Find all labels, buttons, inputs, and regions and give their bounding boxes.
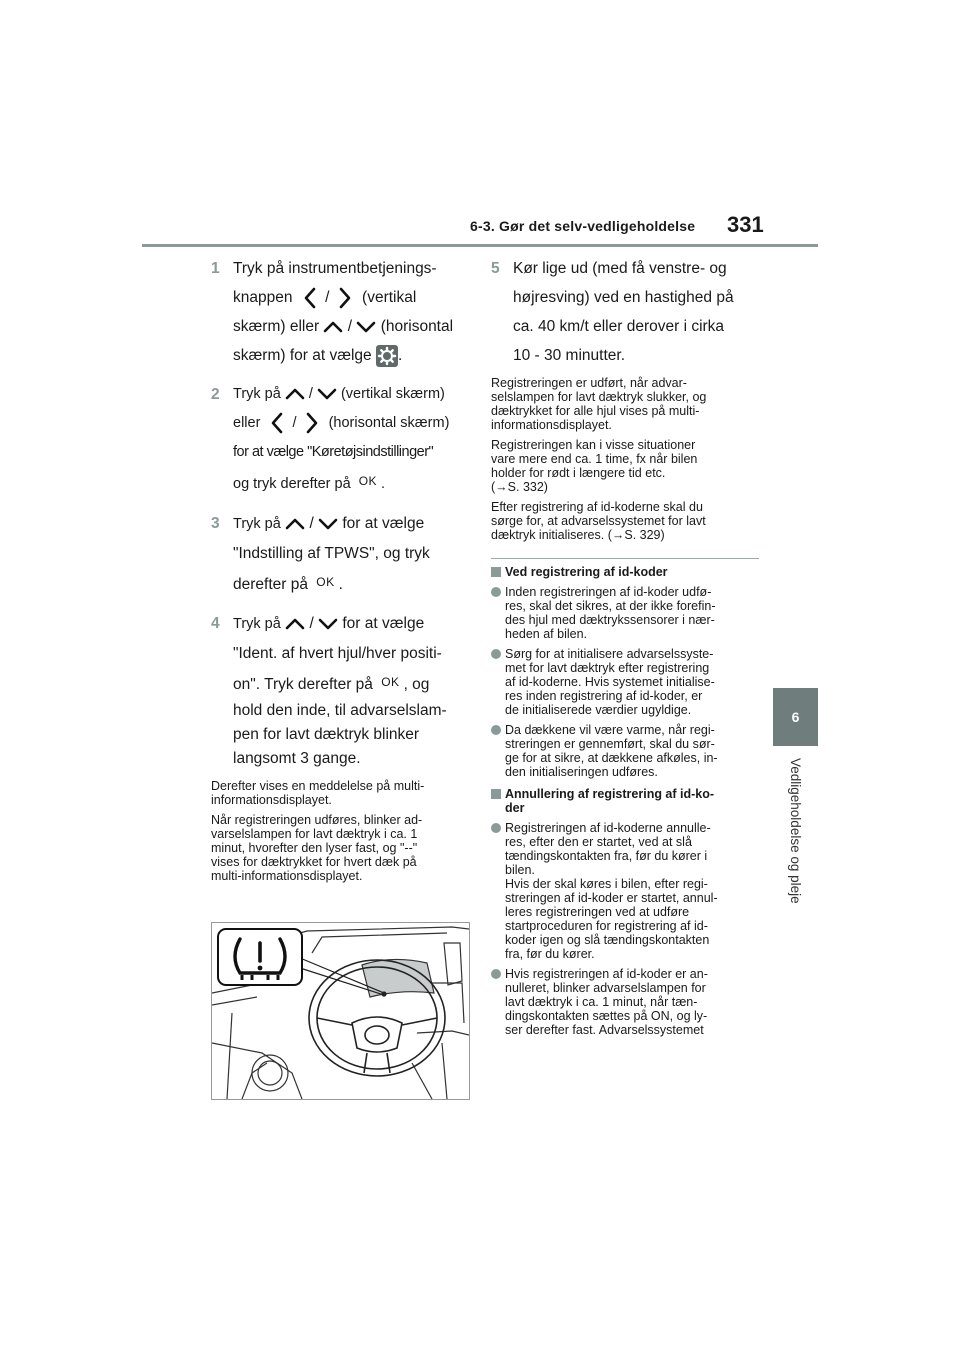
chevron-down-icon — [318, 617, 338, 631]
bullet-item: Da dækkene vil være varme, når regi- streringen er gennemført, skal du sør- ge for at sikre, at dækkene afkøles, in- den initialiseringen udføres. — [491, 723, 759, 779]
round-bullet-icon — [491, 969, 501, 979]
step-5: 5 Kør lige ud (med få venstre- og højresving) ved en hastighed på ca. 40 km/t eller derover i cirka 10 - 30 minutter. — [491, 260, 734, 364]
left-column — [211, 254, 469, 883]
gear-settings-icon — [376, 345, 398, 367]
dashboard-illustration — [211, 922, 470, 1100]
chapter-tab: 6 — [773, 688, 818, 746]
step-4: 4 Tryk på / for at vælge "Ident. af hvert hjul/hver positi- on". Tryk derefter på OK , og hold den inde, til advarselslam- pen for lavt dæktryk blinker langsomt 3 gange. — [211, 615, 447, 767]
section-separator — [491, 558, 759, 559]
chevron-up-icon — [285, 517, 305, 531]
chevron-up-icon — [323, 320, 343, 334]
paragraph-message: Derefter vises en meddelelse på multi- informationsdisplayet. — [211, 779, 425, 807]
square-bullet-icon — [491, 789, 501, 799]
step-1: 1 Tryk på instrumentbetjenings- knappen / (vertikal skærm) eller / (horisontal skærm) for at vælge . — [211, 254, 469, 370]
chevron-down-icon — [317, 387, 337, 401]
paragraph-registration-done: Registreringen er udført, når advar- selslampen for lavt dæktryk slukker, og dæktrykket for alle hjul vises på multi- informationsdisplayet. — [491, 376, 707, 432]
ok-button-glyph: OK — [381, 675, 400, 689]
section-title: 6-3. Gør det selv-vedligeholdelse — [470, 218, 696, 234]
round-bullet-icon — [491, 823, 501, 833]
paragraph-initialize: Efter registrering af id-koderne skal du sørge for, at advarselssystemet for lavt dæktryk initialiseres. (→S. 329) — [491, 500, 706, 542]
chapter-label: Vedligeholdelse og pleje — [788, 758, 803, 904]
paragraph-registration-blink: Når registreringen udføres, blinker ad- varselslampen for lavt dæktryk i ca. 1 minut, hvorefter den lyser fast, og "--" vises for dæktrykket for hvert dæk på multi-informationsdisplayet. — [211, 813, 423, 883]
section-heading-cancel: Annullering af registrering af id-ko- der — [491, 787, 759, 815]
page-reference-link[interactable]: (→S. 332) — [491, 480, 548, 494]
round-bullet-icon — [491, 587, 501, 597]
step-3: 3 Tryk på / for at vælge "Indstilling af TPWS", og tryk derefter på OK . — [211, 509, 469, 599]
bullet-item: Hvis registreringen af id-koder er an- nulleret, blinker advarselslampen for lavt dæktryk i ca. 1 minut, når tæn- dingskontakten sættes på ON, og ly- ser derefter fast. Advarselssystemet — [491, 967, 759, 1037]
square-bullet-icon — [491, 567, 501, 577]
bullet-item: Inden registreringen af id-koder udfø- res, skal det sikres, at der ikke forefin- des hjul med dæktrykssensorer i nær- heden af bilen. — [491, 585, 759, 641]
header-rule — [142, 244, 818, 247]
chevron-up-icon — [285, 387, 305, 401]
paragraph-registration-duration: Registreringen kan i visse situationer vare mere end ca. 1 time, fx når bilen holder for rødt i længere tid etc. (→S. 332) — [491, 438, 759, 494]
round-bullet-icon — [491, 649, 501, 659]
chevron-down-icon — [318, 517, 338, 531]
step-2: 2 Tryk på / (vertikal skærm) eller / (horisontal skærm) for at vælge "Køretøjsindstillinger" og tryk derefter på OK . — [211, 380, 469, 499]
ok-button-glyph: OK — [358, 474, 378, 488]
bullet-item: Sørg for at initialisere advarselssyste- met for lavt dæktryk efter registrering af id-koderne. Hvis systemet initialise- res inden registrering af id-koder, er de initialiserede værdier ugyldige. — [491, 647, 759, 717]
tire-pressure-warning-icon — [218, 929, 302, 985]
round-bullet-icon — [491, 725, 501, 735]
ok-button-glyph: OK — [316, 575, 335, 589]
chevron-up-icon — [285, 617, 305, 631]
dashboard-drawing — [212, 923, 469, 1099]
page-number: 331 — [727, 212, 764, 237]
chevron-right-icon — [338, 287, 352, 309]
chevron-down-icon — [356, 320, 376, 334]
bullet-item: Registreringen af id-koderne annulle- res, efter den er startet, ved at slå tændingskontakten fra, før du kører i bilen. Hvis der skal køres i bilen, efter regi- streringen af id-koder er startet, annul- leres registreringen ved at udføre startproceduren for registrering af id- koder igen og slå tændingskontakten fra, før du kører. — [491, 821, 759, 961]
chevron-left-icon — [270, 412, 284, 434]
right-column — [491, 254, 759, 1037]
chevron-left-icon — [303, 287, 317, 309]
chevron-right-icon — [305, 412, 319, 434]
section-heading-registration: Ved registrering af id-koder — [491, 565, 759, 579]
